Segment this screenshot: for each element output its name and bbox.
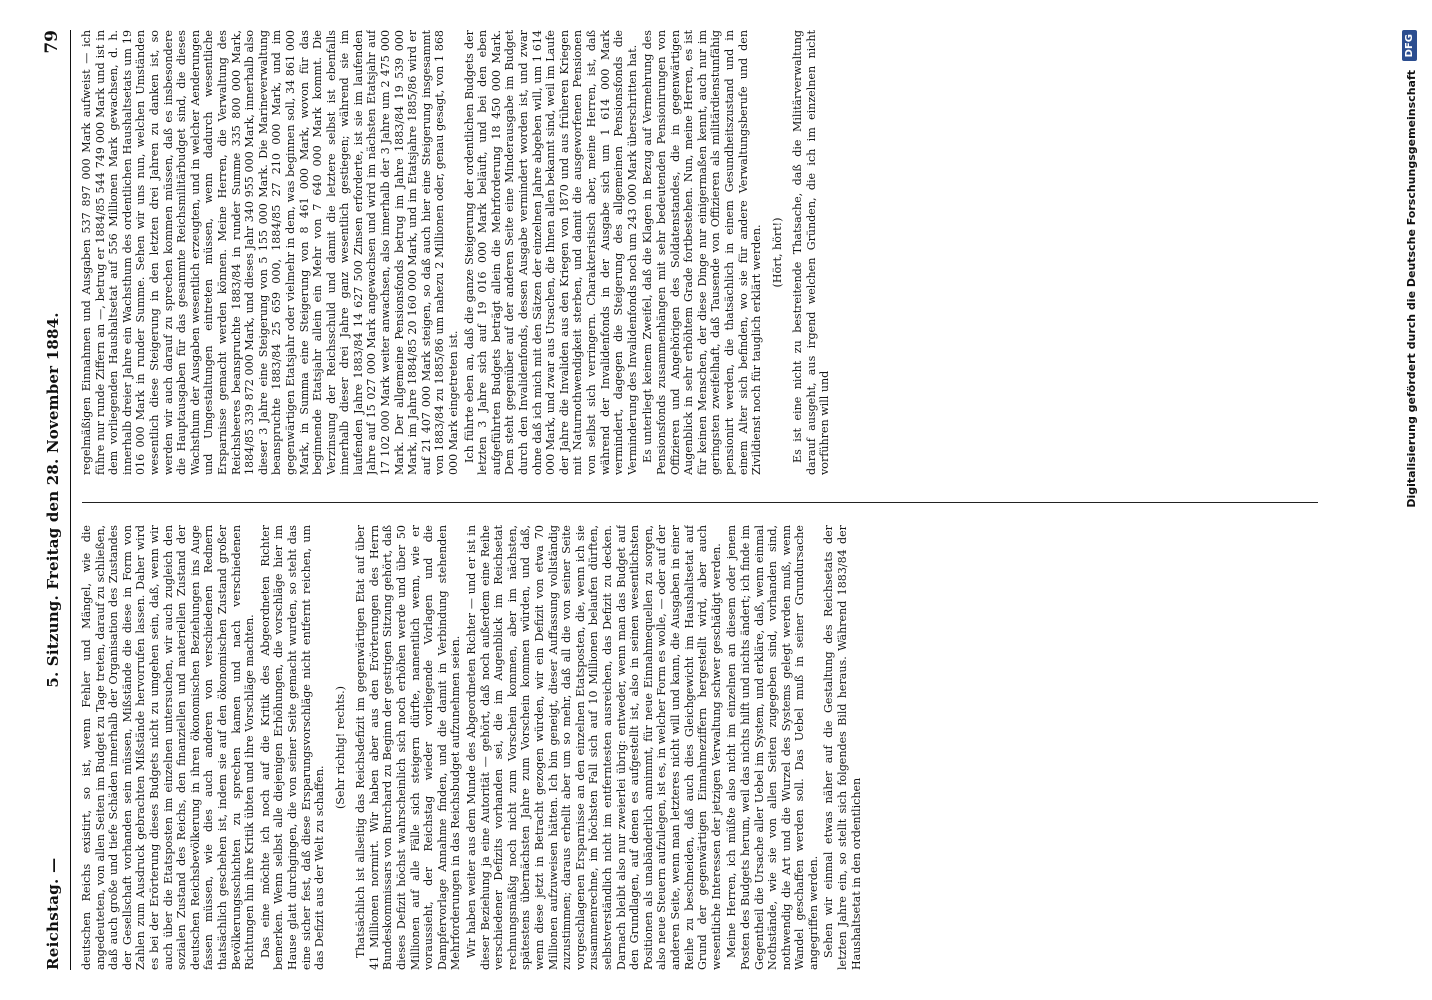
paragraph: Meine Herren, ich müßte also nicht im einzelnen an diesem oder jenem Posten des Budgets herum, weil das nichts hilft und nichts ändert; ich finde im Gegentheil die Ursache aller Uebel im System, und erkläre, daß, wenn einmal Nothstände, wie sie von allen Seiten zugegeben sind, vorhanden sind, nothwendig die Art und die Wurzel des Systems gelegt werden muß, wenn Wandel geschaffen werden soll. Das Uebel muß in seiner Grundursache angegriffen werden.: [725, 525, 820, 970]
paragraph: Das eine möchte ich noch auf die Kritik des Abgeordneten Richter bemerken. Wenn selbst alle diejenigen Erhöhungen, die vorschläge hier im Hause glatt durchgingen, die von seiner Seite gemacht wurden, so steht das eine sicher fest, daß diese Ersparungsvorschläge nicht entfernt reichen, um das Defizit aus der Welt zu schaffen.: [258, 525, 327, 970]
left-column: [80, 525, 1320, 970]
paragraph: Sehen wir einmal etwas näher auf die Gestaltung des Reichsetats der letzten Jahre ein, so stellt sich folgendes Bild heraus. Während 1883/84 der Haushaltsetat in den ordentlichen: [822, 525, 863, 970]
paragraph: Ich führte eben an, daß die ganze Steigerung der ordentlichen Budgets der letzten 3 Jahre sich auf 19 016 000 Mark beläuft, und bei den eben aufgeführten Budgets beträgt allein die Mehrforderung 18 450 000 Mark. Dem steht gegenüber auf der anderen Seite eine Minderausgabe im Budget durch den Invalidenfonds, dessen Ausgabe vermindert worden ist, und zwar ohne daß ich mich mit den Sätzen der einzelnen Jahre abgeben will, um 1 614 000 Mark, und zwar aus Ursachen, die Ihnen allen bekannt sind, weil im Laufe der Jahre die Invaliden aus den Kriegen von 1870 und aus früheren Kriegen mit Naturnothwendigkeit sterben, und damit die ausgeworfenen Pensionen von selbst sich verringern. Charakteristisch aber, meine Herren, ist, daß während der Invalidenfonds in der Ausgabe sich um 1 614 000 Mark vermindert, dagegen die Steigerung des allgemeinen Pensionsfonds die Verminderung des Invalidenfonds noch um 243 000 Mark überschritten hat.: [462, 30, 639, 475]
interjection: (Sehr richtig! rechts.): [333, 686, 347, 810]
paragraph: regelmäßigen Einnahmen und Ausgaben 537 897 000 Mark aufweist — ich führe nur runde Ziffern an —, betrug er 1884/85 544 749 000 Mark und ist in dem vorliegenden Haushaltsetat auf 556 Millionen Mark gewachsen, d. h. innerhalb dreier Jahre ein Wachsthum des ordentlichen Haushaltsetats um 19 016 000 Mark in runder Summe. Sehen wir uns nun, welchen Umständen wesentlich diese Steigerung in den letzten drei Jahren zu danken ist, so werden wir auch darauf zu sprechen kommen müssen, daß es insbesondere die Hauptausgaben für das gesammte Reichsmilitärbudget sind, die dieses Wachsthum der Ausgaben wesentlich erzeugten, und in welcher Aenderungen und Umgestaltungen eintreten müssen, wenn dadurch wesentliche Ersparnisse gemacht werden können. Meine Herren, die Verwaltung des Reichsheeres beanspruchte 1883/84 in runder Summe 335 800 000 Mark, 1884/85 339 872 000 Mark, und dieses Jahr 340 955 000 Mark, innerhalb also dieser 3 Jahre eine Steigerung von 5 155 000 Mark. Die Marineverwaltung beanspruchte 1883/84 25 659 000, 1884/85 27 210 000 Mark, und im gegenwärtigen Etatsjahr oder vielmehr in dem, was beginnen soll, 34 861 000 Mark, in Summa eine Steigerung von 8 461 000 Mark, wovon für das beginnende Etatsjahr allein ein Mehr von 7 640 000 Mark kommt. Die Verzinsung der Reichsschuld und damit die letztere selbst ist ebenfalls innerhalb dieser drei Jahre ganz wesentlich gestiegen; während sie im laufenden Jahre 1883/84 14 627 500 Zinsen erforderte, ist sie im laufenden Jahre auf 15 027 000 Mark angewachsen und wird im nächsten Etatsjahr auf 17 102 000 Mark weiter anwachsen, also innerhalb der 3 Jahre um 2 475 000 Mark. Der allgemeine Pensionsfonds betrug im Jahre 1883/84 19 539 000 Mark, im Jahre 1884/85 20 160 000 Mark, und im Etatsjahre 1885/86 wird er auf 21 407 000 Mark steigen, so daß auch hier eine Steigerung insgesammt von 1883/84 zu 1885/86 um nahezu 2 Millionen oder, genau gesagt, von 1 868 000 Mark eingetreten ist.: [80, 30, 461, 475]
right-column: [80, 30, 1320, 475]
page-header: [42, 30, 71, 970]
interjection: (Hört, hört!): [770, 217, 784, 288]
paragraph: Es unterliegt keinem Zweifel, daß die Klagen in Bezug auf Vermehrung des Pensionsfonds zusammenhängen mit sehr bedeutenden Pensionirungen von Offizieren und Angehörigen des Soldatenstandes, die in gegenwärtigen Augenblick in sehr erhöhtem Grade fortbestehen. Nun, meine Herren, es ist für keinen Menschen, der diese Dinge nur einigermaßen kennt, auch nur im geringsten zweifelhaft, daß Tausende von Offizieren als militärdienstunfähig pensionirt werden, die thatsächlich in einem Gesundheitszustand und in einem Alter sich befinden, wo sie für andere Verwaltungsberufe und den Zivildienst noch für tauglich erklärt werden.: [641, 30, 764, 475]
paragraph: Thatsächlich ist allseitig das Reichsdefizit im gegenwärtigen Etat auf über 41 Millionen normirt. Wir haben aber aus den Erörterungen des Herrn Bundeskommissars von Burchard zu Beginn der gestrigen Sitzung gehört, daß dieses Defizit höchst wahrscheinlich sich noch erhöhen werde und über 50 Millionen auf alle Fälle sich steigern dürfte, namentlich wenn, wie er voraussieht, der Reichstag wieder vorliegende Vorlagen und die Dampfervorlage Annahme finden, und die damit in Verbindung stehenden Mehrforderungen in das Reichsbudget aufzunehmen seien.: [354, 525, 463, 970]
paragraph: Es ist eine nicht zu bestreitende Thatsache, daß die Militärverwaltung darauf ausgeht, aus irgend welchen Gründen, die ich im einzelnen nicht vorführen will und: [791, 30, 832, 475]
paragraph: Wir haben weiter aus dem Munde des Abgeordneten Richter — und er ist in dieser Beziehung ja eine Autorität — gehört, daß noch außerdem eine Reihe verschiedener Defizits vorhanden sei, die im Augenblick im Reichsetat rechnungsmäßig noch nicht zum Vorschein kommen, aber im nächsten, spätestens übernächsten Jahre zum Vorschein kommen würden, und daß, wenn diese jetzt in Betracht gezogen würden, wir ein Defizit von etwa 70 Millionen aufzuweisen hätten. Ich bin geneigt, dieser Auffassung vollständig zuzustimmen; daraus erhellt aber um so mehr, daß all die von seiner Seite vorgeschlagenen Ersparnisse an den einzelnen Etatsposten, die, wenn ich sie zusammenrechne, im höchsten Fall sich auf 10 Millionen belaufen dürften, selbstverständlich nicht im entferntesten ausreichen, das Defizit zu decken. Darnach bleibt also nur zweierlei übrig: entweder, wenn man das Budget auf den Grundlagen, auf denen es aufgestellt ist, also in seinen wesentlichsten Positionen als unabänderlich annimmt, für neue Einnahmequellen zu sorgen, also neue Steuern aufzulegen, ist es, in welcher Form es wolle, — oder auf der anderen Seite, wenn man letzteres nicht will und kann, die Ausgaben in einer Reihe zu beschneiden, daß auch dies Gleichgewicht im Haushaltsetat auf Grund der gegenwärtigen Einnahmeziffern hergestellt wird, aber auch wesentliche Interessen der jetzigen Verwaltung schwer geschädigt werden.: [465, 525, 723, 970]
header-title: 5. Sitzung. Freitag den 28. November 1884.: [44, 312, 62, 688]
digitization-credit: [1402, 30, 1422, 970]
credit-text: Digitalisierung gefördert durch die Deutsche Forschungsgemeinschaft: [1405, 70, 1418, 508]
dfg-logo: DFG: [1402, 30, 1417, 61]
page-number: 79: [42, 30, 62, 54]
header-left: Reichstag. —: [44, 857, 62, 970]
paragraph: deutschen Reichs existirt, so ist, wenn Fehler und Mängel, wie die angedeuteten, von allen Seiten im Budget zu Tage treten, darauf zu schließen, daß auch große und tiefe Schäden innerhalb der Organisation des Zustandes der Gesellschaft vorhanden sein müssen, Mißstände die diese in Form von Zahlen zum Ausdruck gebrachten Mißstände hervorrufen lassen. Daher wird es bei der Erörterung dieses Budgets nicht zu umgehen sein, daß, wenn wir auch über die Etatsposten im einzelnen untersuchen, wir auch zugleich den sozialen Zustand des Reichs, den finanziellen und materiellen Zustand der deutschen Reichsbevölkerung in ihren ökonomischen Beziehungen ins Auge fassen müssen, wie dies auch anderen von verschiedenen Rednern thatsächlich geschehen ist, indem sie auf den ökonomischen Zustand großer Bevölkerungsschichten zu sprechen kamen und nach verschiedenen Richtungen hin ihre Kritik übten und ihre Vorschläge machten.: [80, 525, 257, 970]
column-divider: [82, 502, 1318, 503]
